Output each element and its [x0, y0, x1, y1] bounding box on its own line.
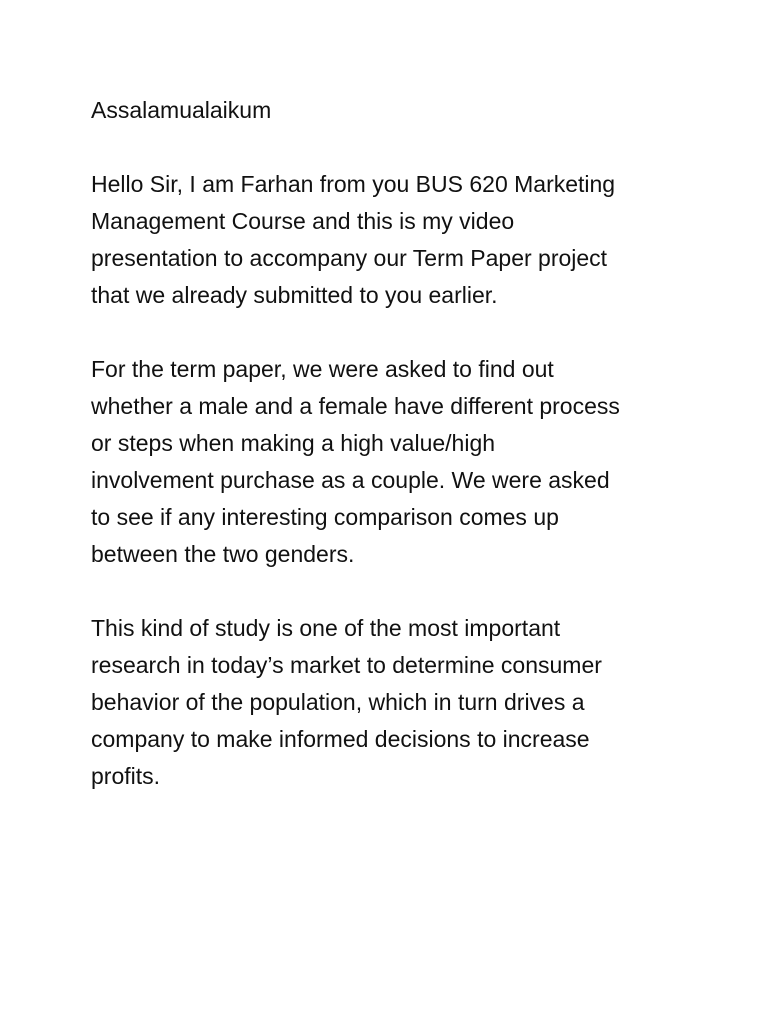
paragraph-introduction: Hello Sir, I am Farhan from you BUS 620 Marketing Management Course and this is my video presentation to accompany our Term Paper project that we already submitted to you earlier.: [91, 171, 616, 308]
document-body: [91, 92, 691, 832]
paragraph-importance: This kind of study is one of the most important research in today’s market to determine consumer behavior of the population, which in turn drives a company to make informed decisions to increase profits.: [91, 615, 602, 789]
greeting-line: Assalamualaikum: [91, 97, 272, 123]
paragraph-term-paper: For the term paper, we were asked to find out whether a male and a female have different process or steps when making a high value/high involvement purchase as a couple. We were asked to see if any interesting comparison comes up between the two genders.: [91, 356, 620, 567]
